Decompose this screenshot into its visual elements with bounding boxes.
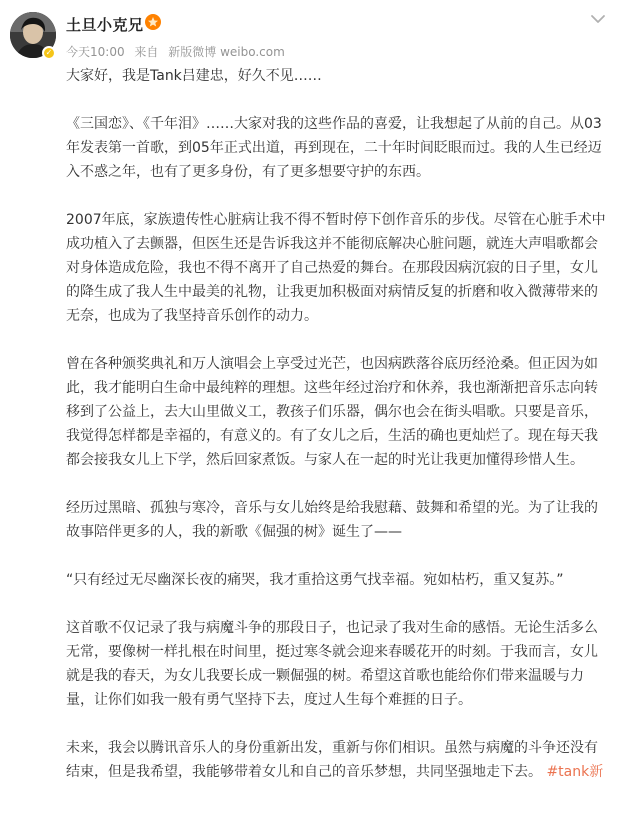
post-time[interactable]: 今天10:00 bbox=[66, 45, 125, 59]
post-paragraph-8 bbox=[66, 736, 606, 784]
user-name[interactable]: 土旦小克兄 bbox=[66, 16, 144, 34]
post-content bbox=[66, 64, 606, 784]
post-paragraph-4: 曾在各种颁奖典礼和万人演唱会上享受过光芒，也因病跌落谷底历经沧桑。但正因为如此，我才能明白生命中最纯粹的理想。这些年经过治疗和休养，我也渐渐把音乐志向转移到了公益上，去大山里做义工，教孩子们乐器，偶尔也会在街头唱歌。只要是音乐，我觉得怎样都是幸福的，有意义的。有了女儿之后，生活的确也更灿烂了。现在每天我都会接我女儿上下学，然后回家煮饭。与家人在一起的时光让我更加懂得珍惜人生。 bbox=[66, 356, 598, 468]
chevron-down-icon[interactable] bbox=[589, 12, 607, 26]
post-paragraph-3: 2007年底，家族遗传性心脏病让我不得不暂时停下创作音乐的步伐。尽管在心脏手术中成功植入了去颤器，但医生还是告诉我这并不能彻底解决心脏问题，就连大声唱歌都会对身体造成危险，我也不得不离开了自己热爱的舞台。在那段因病沉寂的日子里，女儿的降生成了我人生中最美的礼物，让我更加积极面对病情反复的折磨和收入微薄带来的无奈，也成为了我坚持音乐创作的动力。 bbox=[66, 212, 606, 324]
vip-member-icon[interactable] bbox=[144, 13, 162, 31]
hashtag-link[interactable]: #tank新 bbox=[546, 764, 604, 780]
post-paragraph-1: 大家好，我是Tank吕建忠，好久不见…… bbox=[66, 68, 322, 84]
verified-badge-icon: ✓ bbox=[42, 46, 56, 60]
post-paragraph-2: 《三国恋》、《千年泪》……大家对我的这些作品的喜爱，让我想起了从前的自己。从03年发表第一首歌，到05年正式出道，再到现在，二十年时间眨眼而过。我的人生已经迈入不惑之年，也有了更多身份，有了更多想要守护的东西。 bbox=[66, 116, 602, 180]
post-quote: “只有经过无尽幽深长夜的痛哭，我才重拾这勇气找幸福。宛如枯朽，重又复苏。” bbox=[66, 572, 564, 588]
post-source: 新版微博 weibo.com bbox=[168, 45, 285, 59]
post-paragraph-5: 经历过黑暗、孤独与寒冷，音乐与女儿始终是给我慰藉、鼓舞和希望的光。为了让我的故事陪伴更多的人，我的新歌《倔强的树》诞生了—— bbox=[66, 500, 598, 540]
post-meta bbox=[66, 43, 291, 60]
post-header bbox=[0, 0, 621, 64]
post-paragraph-7: 这首歌不仅记录了我与病魔斗争的那段日子，也记录了我对生命的感悟。无论生活多么无常，要像树一样扎根在时间里，挺过寒冬就会迎来春暖花开的时刻。于我而言，女儿就是我的春天，为女儿我要长成一颗倔强的树。希望这首歌也能给你们带来温暖与力量，让你们如我一般有勇气坚持下去，度过人生每个难捱的日子。 bbox=[66, 620, 598, 708]
post-paragraph-8-text: 未来，我会以腾讯音乐人的身份重新出发，重新与你们相识。虽然与病魔的斗争还没有结束，但是我希望，我能够带着女儿和自己的音乐梦想，共同坚强地走下去。 bbox=[66, 740, 598, 780]
source-prefix: 来自 bbox=[134, 45, 159, 59]
